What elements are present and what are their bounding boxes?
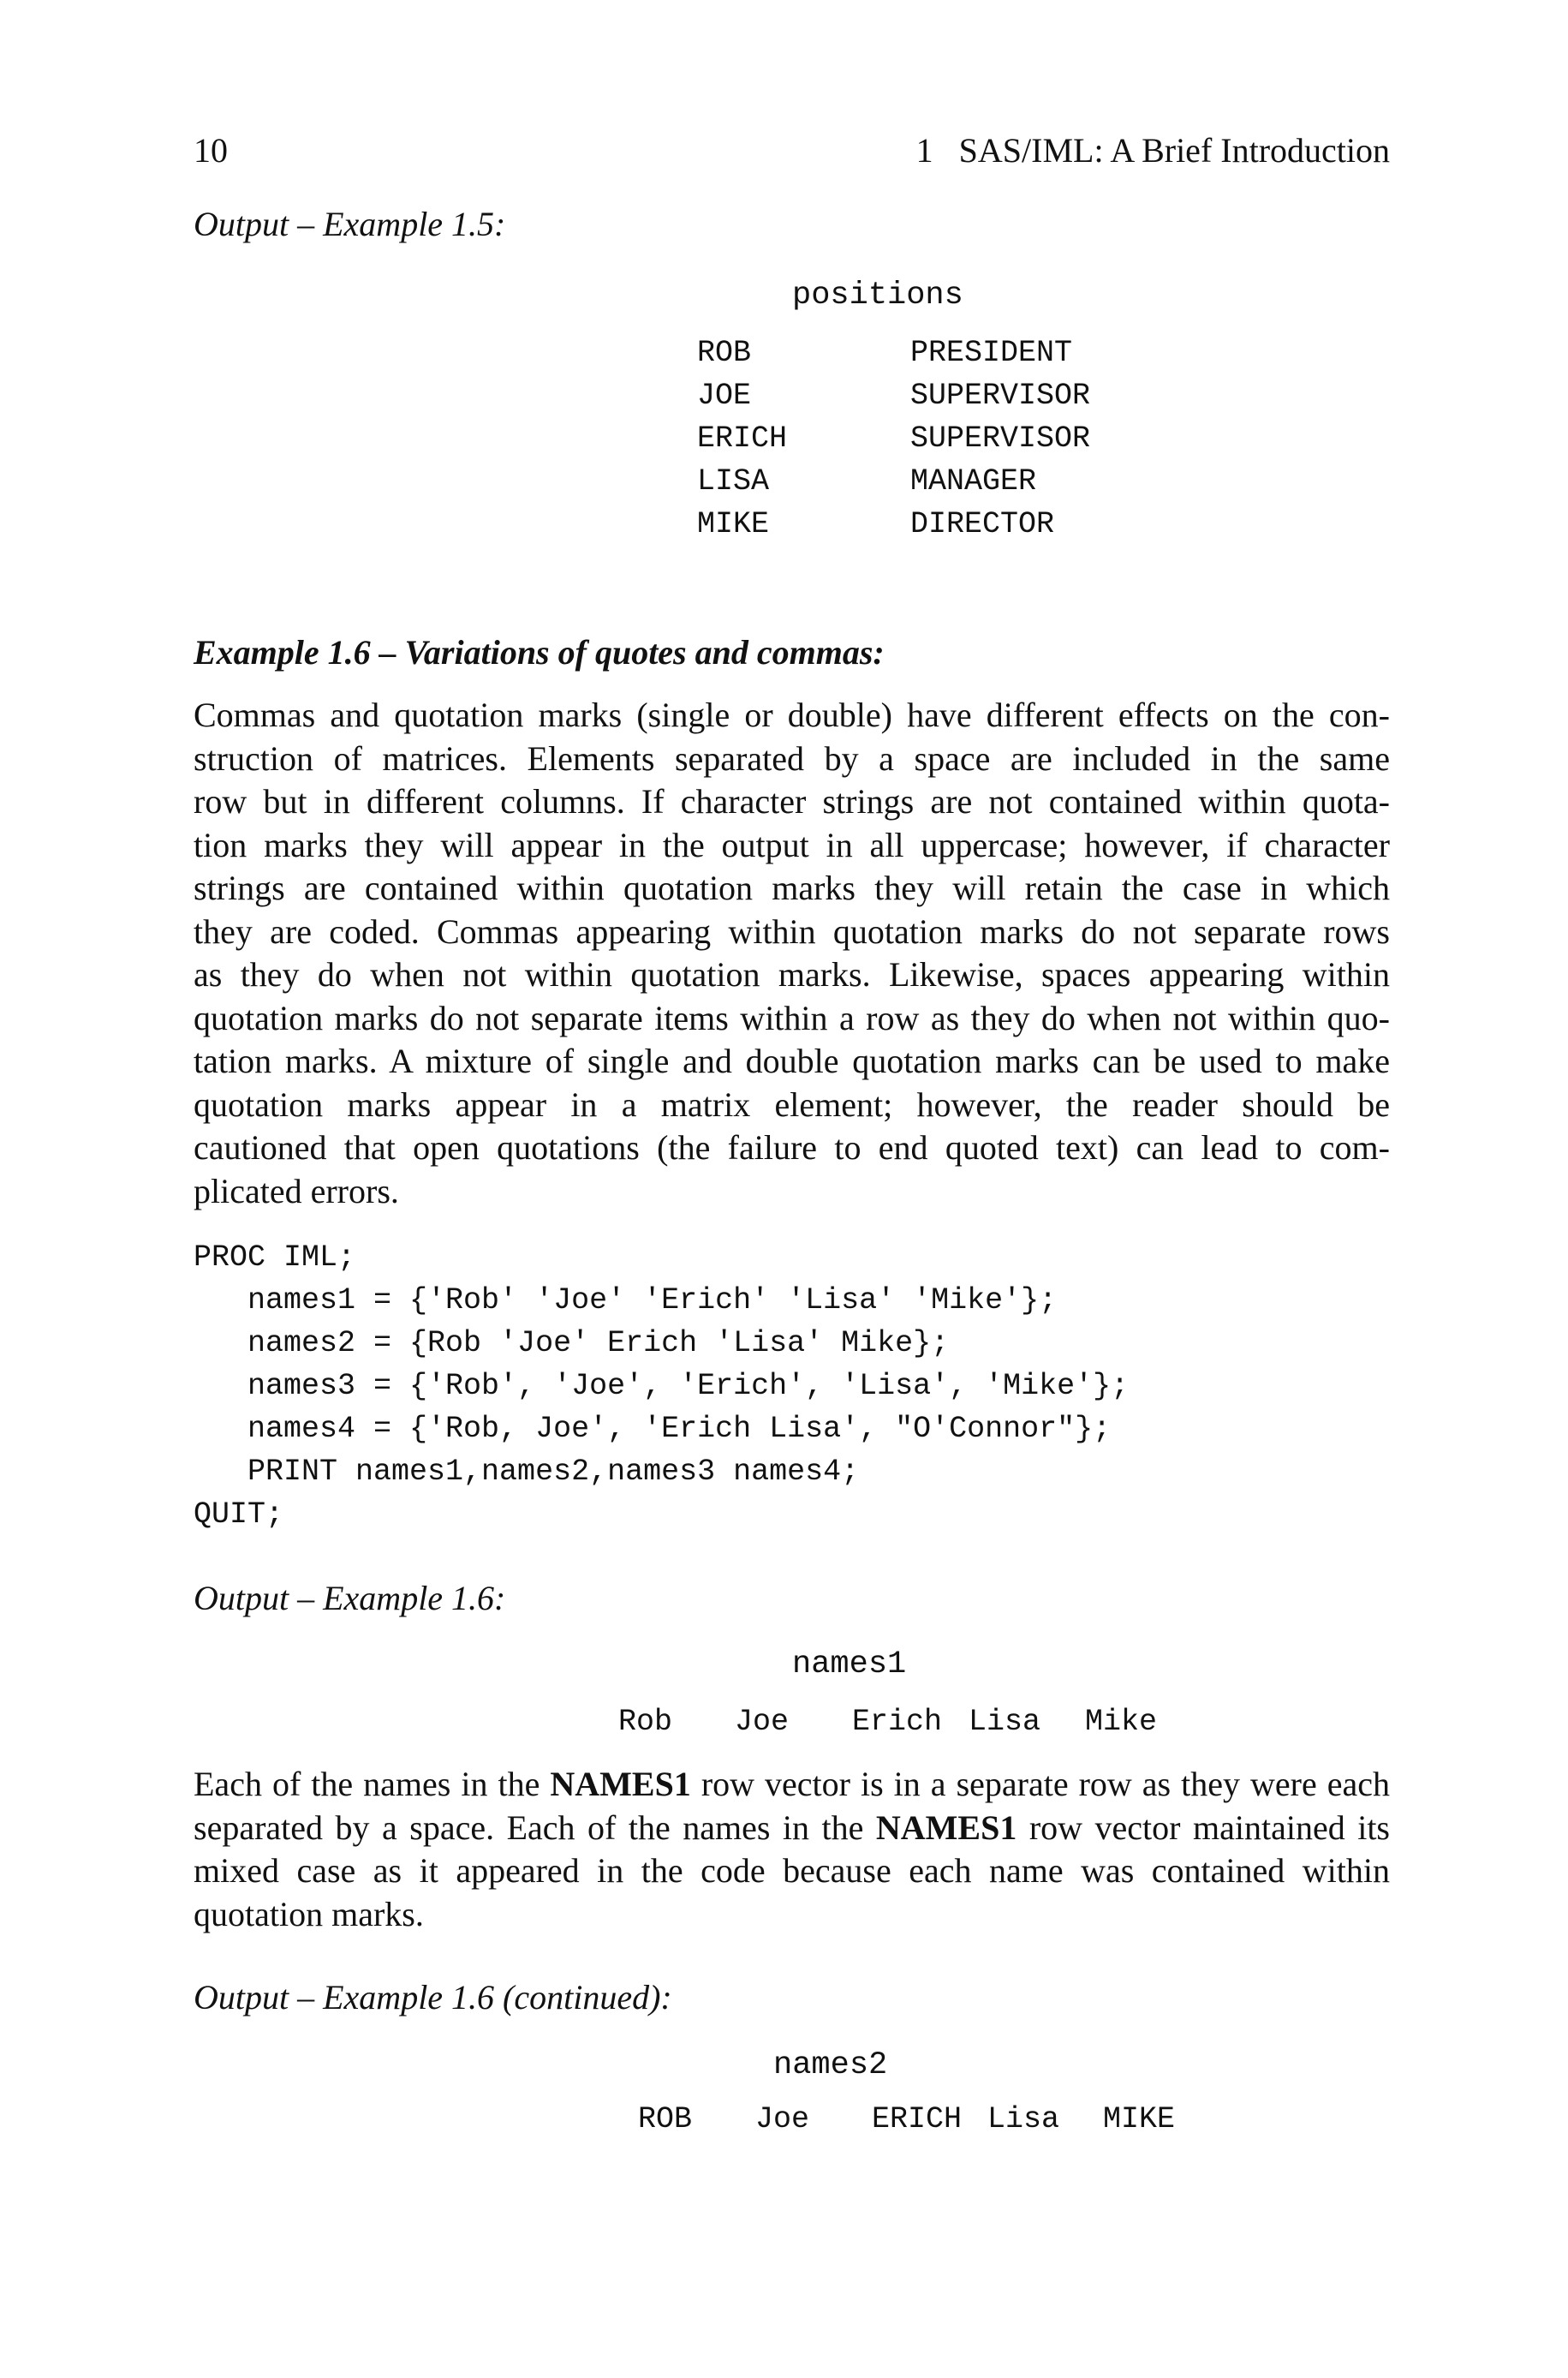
- output-1-5-caption: Output – Example 1.5:: [194, 205, 506, 243]
- output-1-6-cont-title: names2: [773, 2047, 888, 2083]
- output-1-5-name: ROB: [697, 336, 752, 370]
- output-1-6-cont-value: ERICH: [872, 2102, 963, 2136]
- output-1-5-name: LISA: [697, 464, 770, 499]
- output-1-6-value: Mike: [1085, 1705, 1158, 1739]
- code-line: names4 = {'Rob, Joe', 'Erich Lisa', "O'Connor"};: [194, 1412, 1112, 1446]
- output-1-5-name: MIKE: [697, 507, 770, 541]
- output-1-5-name: JOE: [697, 379, 752, 413]
- code-line: names1 = {'Rob' 'Joe' 'Erich' 'Lisa' 'Mike'};: [194, 1283, 1058, 1317]
- paragraph-line: Each of the names in the NAMES1 row vector is in a separate row as they were each: [194, 1765, 1390, 1803]
- output-1-6-value: Lisa: [969, 1705, 1041, 1739]
- output-1-5-position: DIRECTOR: [910, 507, 1055, 541]
- output-1-5-position: PRESIDENT: [910, 336, 1073, 370]
- code-line: QUIT;: [194, 1497, 284, 1532]
- matrix-name: NAMES1: [550, 1765, 691, 1803]
- output-1-6-cont-value: ROB: [638, 2102, 693, 2136]
- paragraph-line: mixed case as it appeared in the code because each name was contained within: [194, 1851, 1390, 1890]
- matrix-name: NAMES1: [875, 1807, 1017, 1847]
- example-1-6-paragraph: [194, 694, 1390, 1213]
- paragraph-line: cautioned that open quotations (the failure to end quoted text) can lead to com-: [194, 1128, 1390, 1167]
- paragraph-line: plicated errors.: [194, 1171, 399, 1210]
- page-number: 10: [194, 131, 228, 170]
- output-1-6-cont-value: Lisa: [987, 2102, 1060, 2136]
- output-1-6-value: Rob: [618, 1705, 673, 1739]
- code-line: names2 = {Rob 'Joe' Erich 'Lisa' Mike};: [194, 1326, 950, 1360]
- paragraph-line: Commas and quotation marks (single or double) have different effects on the con-: [194, 696, 1390, 734]
- paragraph-line: tation marks. A mixture of single and double quotation marks can be used to make: [194, 1042, 1390, 1080]
- output-1-5-position: SUPERVISOR: [910, 421, 1091, 456]
- paragraph-line: tion marks they will appear in the output in all uppercase; however, if character: [194, 825, 1390, 864]
- output-1-5-title: positions: [792, 278, 963, 314]
- output-1-6-cont-value: MIKE: [1103, 2102, 1176, 2136]
- paragraph-line: quotation marks appear in a matrix element; however, the reader should be: [194, 1084, 1390, 1124]
- example-1-6-heading: Example 1.6 – Variations of quotes and commas:: [194, 633, 885, 672]
- output-1-5-position: MANAGER: [910, 464, 1037, 499]
- output-1-6-title: names1: [792, 1646, 907, 1682]
- code-line: PROC IML;: [194, 1240, 356, 1275]
- output-1-5-name: ERICH: [697, 421, 788, 456]
- paragraph-line: quotation marks do not separate items within a row as they do when not within quo-: [194, 998, 1390, 1037]
- running-head: 1 SAS/IML: A Brief Introduction: [915, 131, 1390, 170]
- output-1-6-cont-value: Joe: [755, 2102, 810, 2136]
- paragraph-line: strings are contained within quotation marks they will retain the case in which: [194, 869, 1390, 907]
- code-line: PRINT names1,names2,names3 names4;: [194, 1455, 860, 1489]
- output-1-6-caption: Output – Example 1.6:: [194, 1579, 506, 1617]
- output-1-5-position: SUPERVISOR: [910, 379, 1091, 413]
- paragraph-line: quotation marks.: [194, 1894, 424, 1933]
- paragraph-line: struction of matrices. Elements separated by a space are included in the same: [194, 738, 1390, 778]
- output-1-6-cont-caption: Output – Example 1.6 (continued):: [194, 1978, 672, 2017]
- output-1-6-value: Erich: [852, 1705, 943, 1739]
- paragraph-line: as they do when not within quotation marks. Likewise, spaces appearing within: [194, 955, 1390, 994]
- paragraph-line: separated by a space. Each of the names in the NAMES1 row vector maintained its: [194, 1807, 1390, 1847]
- paragraph-line: row but in different columns. If character strings are not contained within quota-: [194, 782, 1390, 821]
- output-1-6-value: Joe: [735, 1705, 790, 1739]
- explanation-paragraph: [194, 1763, 1390, 1936]
- code-line: names3 = {'Rob', 'Joe', 'Erich', 'Lisa', 'Mike'};: [194, 1369, 1130, 1403]
- paragraph-line: they are coded. Commas appearing within quotation marks do not separate rows: [194, 911, 1390, 951]
